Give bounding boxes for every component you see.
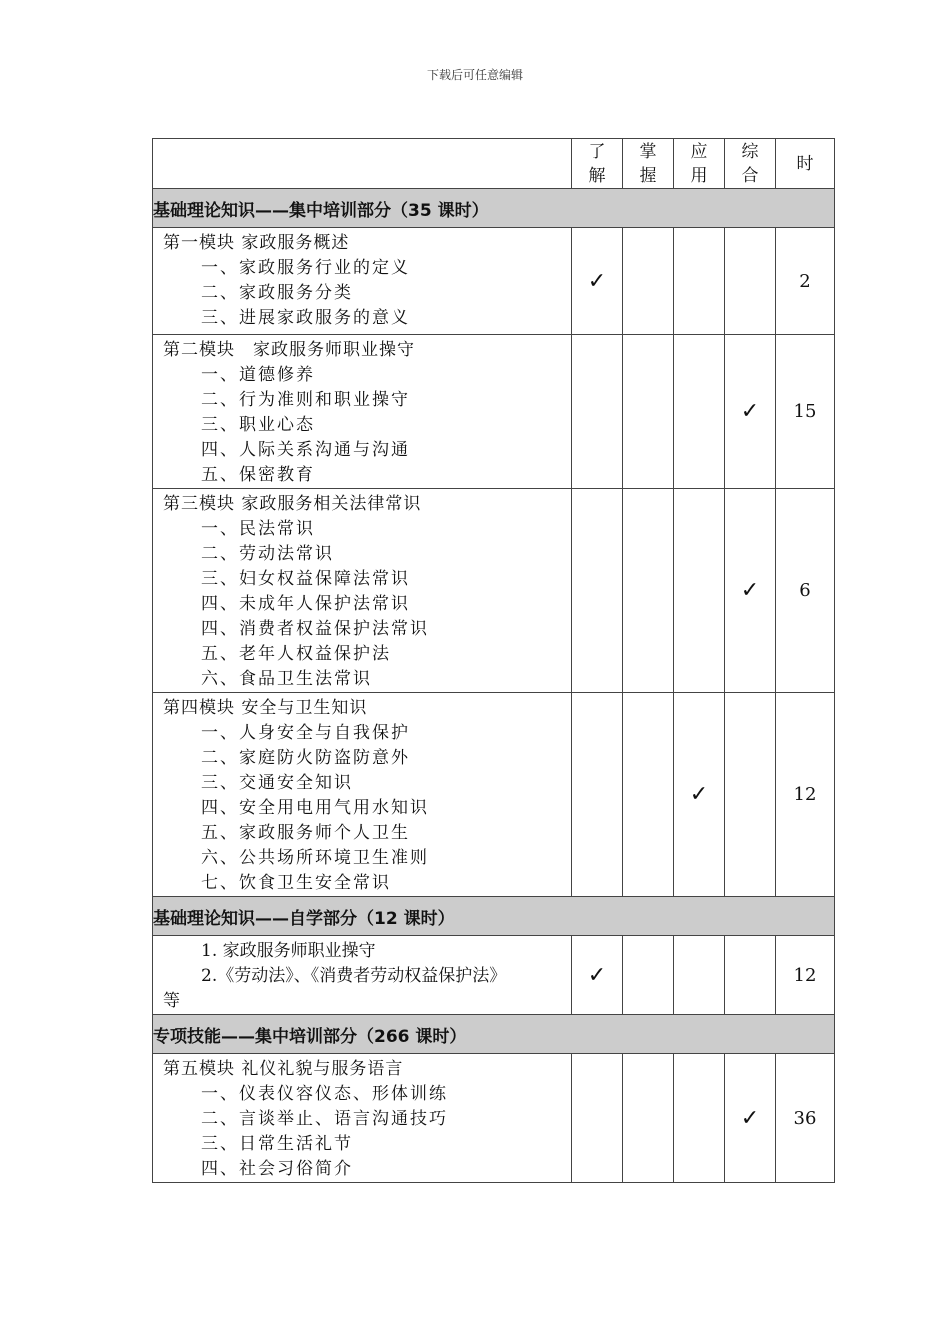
empty-cell bbox=[674, 489, 725, 693]
hours-cell: 6 bbox=[776, 489, 835, 693]
check-mark: ✓ bbox=[725, 489, 776, 693]
check-mark: ✓ bbox=[572, 228, 623, 335]
module-title: 第四模块 安全与卫生知识 bbox=[163, 698, 368, 718]
module-item: 三、妇女权益保障法常识 bbox=[201, 569, 410, 589]
module-content bbox=[153, 1054, 572, 1183]
module-item: 二、家政服务分类 bbox=[201, 283, 353, 303]
module-item: 四、消费者权益保护法常识 bbox=[201, 619, 429, 639]
module-row bbox=[153, 693, 835, 897]
section-title: 专项技能——集中培训部分（266 课时） bbox=[153, 1015, 835, 1054]
empty-cell bbox=[674, 936, 725, 1015]
empty-cell bbox=[623, 1054, 674, 1183]
module-title: 第二模块 家政服务师职业操守 bbox=[163, 340, 415, 360]
header-apply: 应用 bbox=[674, 139, 725, 189]
module-item: 一、人身安全与自我保护 bbox=[201, 723, 410, 743]
module-item: 三、进展家政服务的意义 bbox=[201, 308, 410, 328]
table-header-row bbox=[153, 139, 835, 189]
check-mark: ✓ bbox=[572, 936, 623, 1015]
hours-cell: 12 bbox=[776, 693, 835, 897]
empty-cell bbox=[623, 489, 674, 693]
module-item: 七、饮食卫生安全常识 bbox=[201, 873, 391, 893]
module-item: 一、民法常识 bbox=[201, 519, 315, 539]
module-title: 第一模块 家政服务概述 bbox=[163, 233, 350, 253]
module-item: 六、公共场所环境卫生准则 bbox=[201, 848, 429, 868]
check-mark: ✓ bbox=[725, 335, 776, 489]
module-item: 三、日常生活礼节 bbox=[201, 1134, 353, 1154]
check-mark: ✓ bbox=[674, 693, 725, 897]
section-row bbox=[153, 897, 835, 936]
header-understand: 了解 bbox=[572, 139, 623, 189]
hours-cell: 15 bbox=[776, 335, 835, 489]
empty-cell bbox=[674, 1054, 725, 1183]
self-study-line: 等 bbox=[163, 991, 181, 1011]
header-comprehensive: 综合 bbox=[725, 139, 776, 189]
check-mark: ✓ bbox=[725, 1054, 776, 1183]
empty-cell bbox=[623, 936, 674, 1015]
module-item: 一、道德修养 bbox=[201, 365, 315, 385]
module-item: 二、言谈举止、语言沟通技巧 bbox=[201, 1109, 448, 1129]
module-item: 一、仪表仪容仪态、形体训练 bbox=[201, 1084, 448, 1104]
section-title: 基础理论知识——自学部分（12 课时） bbox=[153, 897, 835, 936]
syllabus-table bbox=[152, 138, 835, 1183]
empty-cell bbox=[572, 335, 623, 489]
module-item: 四、人际关系沟通与沟通 bbox=[201, 440, 410, 460]
section-row bbox=[153, 1015, 835, 1054]
module-row bbox=[153, 489, 835, 693]
empty-cell bbox=[674, 335, 725, 489]
hours-cell: 12 bbox=[776, 936, 835, 1015]
module-content bbox=[153, 489, 572, 693]
module-item: 五、老年人权益保护法 bbox=[201, 644, 391, 664]
section-row bbox=[153, 189, 835, 228]
module-content bbox=[153, 335, 572, 489]
empty-cell bbox=[725, 693, 776, 897]
empty-cell bbox=[623, 335, 674, 489]
header-master: 掌握 bbox=[623, 139, 674, 189]
module-content bbox=[153, 228, 572, 335]
module-content bbox=[153, 693, 572, 897]
page-header-note: 下载后可任意编辑 bbox=[426, 68, 523, 82]
module-item: 五、家政服务师个人卫生 bbox=[201, 823, 410, 843]
self-study-row bbox=[153, 936, 835, 1015]
empty-cell bbox=[725, 228, 776, 335]
empty-cell bbox=[572, 489, 623, 693]
module-row bbox=[153, 228, 835, 335]
module-row bbox=[153, 1054, 835, 1183]
section-title: 基础理论知识——集中培训部分（35 课时） bbox=[153, 189, 835, 228]
module-title: 第五模块 礼仪礼貌与服务语言 bbox=[163, 1059, 404, 1079]
self-study-line: 2.《劳动法》、《消费者劳动权益保护法》 bbox=[201, 966, 507, 986]
empty-cell bbox=[623, 228, 674, 335]
empty-cell bbox=[674, 228, 725, 335]
module-item: 四、社会习俗简介 bbox=[201, 1159, 353, 1179]
empty-cell bbox=[572, 693, 623, 897]
module-item: 一、家政服务行业的定义 bbox=[201, 258, 410, 278]
module-item: 六、食品卫生法常识 bbox=[201, 669, 372, 689]
module-item: 五、保密教育 bbox=[201, 465, 315, 485]
self-study-content bbox=[153, 936, 572, 1015]
module-item: 四、安全用电用气用水知识 bbox=[201, 798, 429, 818]
header-content bbox=[153, 139, 572, 189]
empty-cell bbox=[572, 1054, 623, 1183]
module-item: 三、交通安全知识 bbox=[201, 773, 353, 793]
module-title: 第三模块 家政服务相关法律常识 bbox=[163, 494, 422, 514]
module-item: 二、行为准则和职业操守 bbox=[201, 390, 410, 410]
hours-cell: 2 bbox=[776, 228, 835, 335]
module-item: 二、家庭防火防盗防意外 bbox=[201, 748, 410, 768]
empty-cell bbox=[623, 693, 674, 897]
module-item: 二、劳动法常识 bbox=[201, 544, 334, 564]
hours-cell: 36 bbox=[776, 1054, 835, 1183]
module-item: 四、未成年人保护法常识 bbox=[201, 594, 410, 614]
self-study-line: 1. 家政服务师职业操守 bbox=[201, 941, 376, 961]
module-item: 三、职业心态 bbox=[201, 415, 315, 435]
empty-cell bbox=[725, 936, 776, 1015]
module-row bbox=[153, 335, 835, 489]
header-hours: 时 bbox=[776, 139, 835, 189]
